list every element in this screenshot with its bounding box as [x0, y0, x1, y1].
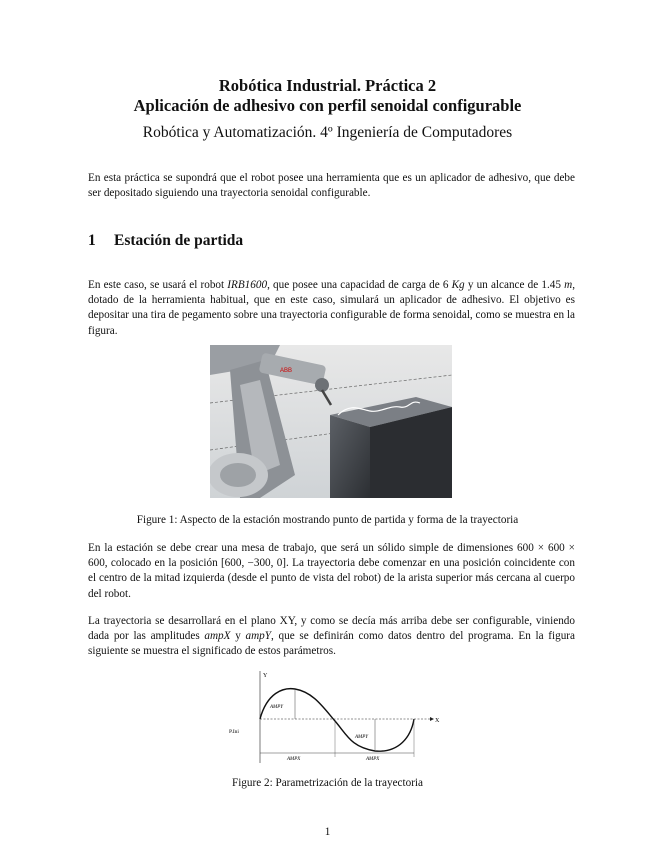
x-axis-label: X: [435, 718, 440, 724]
ampx-right-label: AMPX: [366, 757, 380, 762]
paragraph-trajectory: La trayectoria se desarrollará en el plano XY, y como se decía más arriba debe ser configurable, viniendo dada por las amplitudes ampX y ampY, que se definirán como datos dentro del programa. En la figura siguiente se muestra el significado de estos parámetros.: [88, 615, 575, 658]
robot-model: IRB1600: [227, 279, 268, 291]
figure-1-station-image: [210, 345, 452, 498]
ampy-top-label: AMPY: [270, 705, 284, 710]
intro-paragraph: En esta práctica se supondrá que el robot posee una herramienta que es un aplicador de adhesivo, que debe ser depositado siguiendo una trayectoria senoidal configurable.: [88, 172, 575, 200]
section-number: 1: [88, 232, 96, 249]
figure-2-parametrization-diagram: [225, 667, 440, 765]
ampy-bottom-label: AMPY: [355, 735, 369, 740]
paragraph-robot: En este caso, se usará el robot IRB1600, que posee una capacidad de carga de 6 Kg y un alcance de 1.45 m, dotado de la herramienta habitual, que en este caso, simulará un aplicador de adhesivo. El objetivo es depositar una tira de pegamento sobre una trayectoria configurable de forma senoidal, como se muestra en la figura.: [88, 279, 575, 337]
figure-1-caption: Figure 1: Aspecto de la estación mostrando punto de partida y forma de la trayectoria: [136, 514, 519, 526]
ampx-left-label: AMPX: [287, 757, 301, 762]
title-line-2: Aplicación de adhesivo con perfil senoidal configurable: [133, 96, 522, 115]
param-ampy: ampY: [245, 630, 271, 643]
y-axis-label: Y: [263, 673, 268, 679]
page-number: 1: [324, 826, 331, 838]
title-line-1: Robótica Industrial. Práctica 2: [218, 76, 437, 95]
sine-trajectory: [260, 689, 414, 752]
figure-2-caption: Figure 2: Parametrización de la trayectoria: [231, 777, 424, 789]
param-ampx: ampX: [204, 630, 231, 643]
section-title: Estación de partida: [114, 232, 244, 249]
abb-logo: ABB: [280, 368, 293, 374]
subtitle: Robótica y Automatización. 4º Ingeniería de Computadores: [142, 124, 513, 141]
origin-label: P.Ini: [229, 729, 239, 735]
section-heading: [88, 232, 243, 250]
paragraph-station: En la estación se debe crear una mesa de trabajo, que será un sólido simple de dimensiones 600 × 600 × 600, colocado en la posición [600, −300, 0]. La trayectoria debe comenzar en una posición coincidente con el centro de la mitad izquierda (desde el punto de vista del robot) de la arista superior más cercana al cuerpo del robot.: [88, 542, 575, 600]
